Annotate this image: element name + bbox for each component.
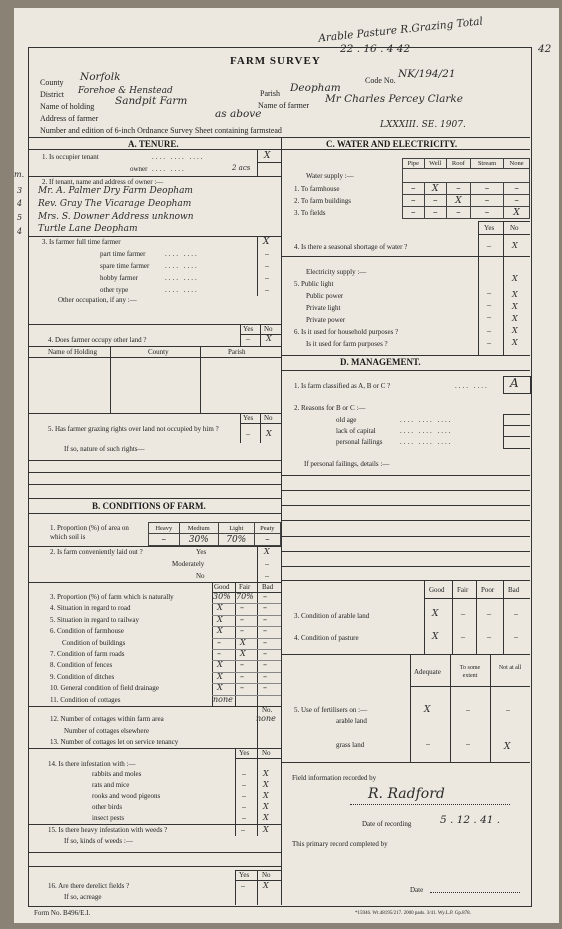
- condition-mark: X: [240, 649, 246, 658]
- c-yes-header: Yes: [484, 224, 495, 232]
- pest-label: rabbits and moles: [92, 770, 142, 778]
- condition-row-line: [212, 695, 281, 696]
- pest-label: rats and mice: [92, 781, 130, 789]
- a-q3-option: spare time farmer: [100, 262, 150, 270]
- pest-yes-mark: –: [242, 769, 246, 778]
- condition-label: 10. General condition of field drainage: [50, 684, 159, 693]
- fert-arable-mark: –: [506, 705, 510, 714]
- date-recording-value: 5 . 12 . 41 .: [440, 814, 501, 826]
- fert-arable-mark: –: [466, 705, 470, 714]
- a-q3-option: part time farmer: [100, 250, 146, 258]
- d-q3-label: 3. Condition of arable land: [294, 612, 370, 620]
- owner-line: Mr. A. Palmer Dry Farm Deopham: [38, 186, 193, 196]
- condition-mark: –: [240, 614, 244, 624]
- d-q5-label: 5. Use of fertilisers on :—: [294, 706, 368, 714]
- header-divider: [29, 137, 530, 138]
- b-q2-option: No: [196, 572, 205, 580]
- address-label: Address of farmer: [40, 114, 99, 123]
- condition-mark: –: [263, 592, 267, 601]
- b-q2-label: 2. Is farm conveniently laid out ?: [50, 548, 143, 556]
- derelict-no-header: No: [262, 871, 271, 879]
- water-mark: –: [403, 183, 425, 195]
- top-header-values: 22 . 16 . 4 42: [340, 43, 411, 55]
- water-header: Roof: [446, 159, 470, 169]
- pest-no-mark: X: [263, 780, 269, 789]
- soil-value: –: [254, 534, 280, 546]
- condition-mark: X: [217, 660, 223, 670]
- soil-header: Peaty: [254, 523, 280, 534]
- water-table: [402, 158, 530, 219]
- elec-row: 5. Public light: [294, 280, 334, 288]
- condition-mark: –: [240, 660, 244, 670]
- d-q4-mark: –: [487, 632, 491, 641]
- b-q13-label: 13. Number of cottages let on service tenancy: [50, 738, 179, 746]
- a-q3-mark: –: [265, 249, 269, 258]
- a-q3-label: 3. Is farmer full time farmer: [42, 238, 121, 246]
- condition-row-line: [212, 649, 281, 650]
- pest-label: other birds: [92, 803, 123, 811]
- water-header: Pipe: [403, 159, 425, 169]
- water-header: Well: [424, 159, 446, 169]
- water-row-label: 3. To fields: [294, 209, 326, 217]
- condition-label: 4. Situation in regard to road: [50, 604, 131, 613]
- c-q6-mark: X: [512, 326, 518, 335]
- condition-mark: X: [217, 626, 223, 636]
- condition-label: 3. Proportion (%) of farm which is naturally: [50, 593, 174, 601]
- elec-row: Public power: [306, 292, 344, 300]
- d-q4-mark: –: [514, 632, 518, 641]
- c-q4-mark: X: [512, 241, 518, 250]
- elec-row: Private light: [306, 304, 341, 312]
- water-row-label: 2. To farm buildings: [294, 197, 351, 205]
- condition-mark: X: [217, 603, 223, 613]
- county-label: County: [40, 78, 64, 87]
- a-q3-mark: X: [263, 237, 270, 247]
- condition-mark: 30%: [213, 592, 231, 601]
- fert-grass-mark: –: [426, 739, 430, 748]
- a-q5-label: 5. Has farmer grazing rights over land not occupied by him ?: [48, 425, 219, 433]
- fert-header: Adequate: [414, 668, 441, 676]
- d-q1-label: 1. Is farm classified as A, B or C ?: [294, 382, 391, 390]
- recorder-signature: R. Radford: [368, 786, 445, 802]
- d-q5-arable: arable land: [336, 717, 367, 725]
- elec-mark: X: [512, 302, 518, 311]
- other-land-header: County: [148, 348, 169, 356]
- b-q16b-label: If so, acreage: [64, 893, 102, 901]
- condition-label: 7. Condition of farm roads: [50, 650, 125, 658]
- condition-row-line: [212, 660, 281, 661]
- a-q5-yes: –: [246, 429, 250, 438]
- d-q5-grass: grass land: [336, 741, 365, 749]
- d-q3-mark: X: [432, 609, 439, 619]
- condition-label: 8. Condition of fences: [50, 661, 113, 670]
- condition-label: 5. Situation in regard to railway: [50, 615, 140, 624]
- elec-mark: X: [512, 290, 518, 299]
- condition-mark: –: [263, 649, 267, 658]
- b-q2-mark: X: [264, 547, 270, 556]
- soil-header: Heavy: [149, 523, 180, 534]
- condition-mark: –: [240, 671, 244, 681]
- a-q3-option: hobby farmer: [100, 274, 138, 282]
- condition-mark: 70%: [236, 592, 254, 601]
- address-value: as above: [215, 108, 262, 120]
- a-q5-yes-header: Yes: [243, 414, 254, 422]
- a-q1-tenant-mark: X: [264, 151, 271, 161]
- b-q2-mark: –: [265, 571, 269, 580]
- d-personal-label: If personal failings, details :—: [304, 460, 390, 468]
- condition-mark: X: [217, 614, 223, 624]
- sheet-label: Number and edition of 6-inch Ordnance Survey Sheet containing farmstead: [40, 126, 282, 135]
- condition-label: 9. Condition of ditches: [50, 672, 115, 681]
- condition-row-line: [212, 615, 281, 616]
- condition-mark: –: [263, 626, 267, 636]
- district-label: District: [40, 90, 64, 99]
- pest-yes-mark: –: [242, 813, 246, 822]
- water-mark: X: [504, 207, 530, 219]
- a-q3-mark: –: [265, 285, 269, 294]
- condition-label: Condition of buildings: [62, 638, 126, 647]
- elec-row: Private power: [306, 316, 346, 324]
- soil-value: 30%: [179, 534, 218, 546]
- a-q3-mark: –: [265, 261, 269, 270]
- a-q5-no-header: No: [264, 414, 273, 422]
- top-header-columns: Arable Pasture R.Grazing Total: [317, 15, 484, 45]
- other-land-header: Name of Holding: [48, 348, 97, 356]
- water-mark: –: [504, 195, 530, 207]
- water-mark: –: [470, 195, 503, 207]
- section-a-title: A. TENURE.: [128, 139, 179, 149]
- parish-label: Parish: [260, 89, 280, 98]
- pest-no-mark: X: [263, 813, 269, 822]
- d-q1-value: A: [510, 376, 519, 390]
- margin-note: 4: [17, 227, 23, 236]
- a-q2-label: 2. If tenant, name and address of owner :—: [42, 178, 164, 186]
- a-q4-yes-header: Yes: [243, 325, 254, 333]
- infest-yes-header: Yes: [239, 749, 250, 757]
- condition-mark: –: [217, 637, 221, 647]
- grade-header: Poor: [481, 586, 495, 594]
- soil-value: 70%: [218, 534, 254, 546]
- grade-header: Fair: [457, 586, 469, 594]
- condition-mark: X: [240, 637, 246, 647]
- a-q3-mark: –: [265, 273, 269, 282]
- water-mark: –: [470, 183, 503, 195]
- district-value: Forehoe & Henstead: [78, 86, 173, 96]
- c-q6b-label: Is it used for farm purposes ?: [306, 340, 388, 348]
- condition-mark: –: [217, 649, 221, 658]
- d-q3-mark: –: [514, 609, 518, 618]
- condition-mark: –: [240, 603, 244, 613]
- sheet-value: LXXXIII. SE. 1907.: [380, 120, 466, 130]
- top-header-side-number: 42: [538, 43, 552, 55]
- water-mark: –: [424, 207, 446, 219]
- d-q3-mark: –: [461, 609, 465, 618]
- d-reason: personal failings: [336, 438, 383, 446]
- electricity-label: Electricity supply :—: [306, 268, 367, 276]
- elec-mark: X: [512, 314, 518, 323]
- b-q16-mark: X: [263, 881, 269, 890]
- code-label: Code No.: [365, 76, 396, 85]
- pest-no-mark: X: [263, 802, 269, 811]
- pest-label: rooks and wood pigeons: [92, 792, 161, 800]
- condition-mark: –: [263, 603, 267, 613]
- condition-mark: –: [263, 637, 267, 647]
- margin-note: m.: [14, 170, 25, 179]
- parish-value: Deopham: [290, 82, 341, 94]
- c-q4-label: 4. Is there a seasonal shortage of water ?: [294, 243, 408, 251]
- fert-header: Not at all: [498, 665, 522, 671]
- pest-yes-mark: –: [242, 791, 246, 800]
- pest-no-mark: X: [263, 791, 269, 800]
- form-title: FARM SURVEY: [230, 55, 321, 67]
- grade-header: Bad: [508, 586, 520, 594]
- margin-note: 4: [17, 199, 23, 208]
- condition-mark: none: [213, 694, 233, 704]
- d-q2-label: 2. Reasons for B or C :—: [294, 404, 366, 412]
- farmer-value: Mr Charles Percey Clarke: [325, 93, 463, 105]
- field-info-label: Field information recorded by: [292, 774, 377, 782]
- fert-grass-mark: X: [504, 742, 511, 752]
- water-mark: X: [424, 183, 446, 195]
- a-q4-no-header: No: [264, 325, 273, 333]
- grade-header: Good: [429, 586, 445, 594]
- water-mark: –: [403, 195, 425, 207]
- b-q2-mark: –: [265, 559, 269, 568]
- water-header: Stream: [470, 159, 503, 169]
- form-number: Form No. B496/E.I.: [34, 909, 91, 917]
- d-reason: old age: [336, 416, 357, 424]
- pest-yes-mark: –: [242, 802, 246, 811]
- condition-row-line: [212, 638, 281, 639]
- condition-mark: X: [217, 683, 223, 693]
- condition-mark: –: [240, 683, 244, 693]
- b-q14-label: 14. Is there infestation with :—: [48, 760, 136, 768]
- section-title-divider: [29, 149, 530, 150]
- print-info: *15946. Wt.48195/217. 2000 pads. 3/41. Wy.L.P. Gp.878.: [355, 911, 471, 916]
- condition-mark: –: [263, 671, 267, 681]
- date-recording-label: Date of recording: [362, 820, 412, 828]
- a-q3-other: Other occupation, if any :—: [58, 296, 137, 304]
- condition-mark: –: [240, 626, 244, 636]
- b-q15b-label: If so, kinds of weeds :—: [64, 837, 133, 845]
- fert-grass-mark: –: [466, 739, 470, 748]
- holding-label: Name of holding: [40, 102, 95, 111]
- b-q1-label: 1. Proportion (%) of area on which soil is: [50, 524, 129, 541]
- b-q12-value: none: [256, 714, 276, 723]
- b-q15-mark: X: [263, 825, 269, 834]
- condition-mark: –: [263, 614, 267, 624]
- a-q4-label: 4. Does farmer occupy other land ?: [48, 336, 147, 344]
- soil-value: –: [149, 534, 180, 546]
- condition-row-line: [212, 626, 281, 627]
- date2-label: Date: [410, 886, 424, 894]
- section-b-title: B. CONDITIONS OF FARM.: [92, 501, 206, 511]
- elec-mark: X: [512, 274, 518, 283]
- pest-label: insect pests: [92, 814, 125, 822]
- d-q4-label: 4. Condition of pasture: [294, 634, 359, 642]
- margin-note: 5: [17, 213, 23, 222]
- soil-header: Medium: [179, 523, 218, 534]
- water-mark: –: [446, 183, 470, 195]
- a-q1-owner-mark: 2 acs: [232, 164, 251, 172]
- condition-row-line: [212, 672, 281, 673]
- b-q16-label: 16. Are there derelict fields ?: [48, 882, 130, 890]
- d-reason: lack of capital: [336, 427, 376, 435]
- owner-line: Mrs. S. Downer Address unknown: [38, 212, 194, 222]
- a-q4-yes: –: [246, 334, 250, 343]
- water-mark: –: [424, 195, 446, 207]
- b-q15-label: 15. Is there heavy infestation with weeds ?: [48, 826, 168, 834]
- b-q12-label: 12. Number of cottages within farm area: [50, 715, 164, 723]
- pest-no-mark: X: [263, 769, 269, 778]
- derelict-yes-header: Yes: [239, 871, 250, 879]
- water-mark: –: [403, 207, 425, 219]
- holding-value: Sandpit Farm: [115, 95, 188, 107]
- b-q2-option: Moderately: [172, 560, 205, 568]
- other-land-header: Parish: [228, 348, 246, 356]
- c-no-header: No: [510, 224, 519, 232]
- d-q4-mark: X: [432, 632, 439, 642]
- water-mark: –: [504, 183, 530, 195]
- c-q6-label: 6. Is it used for household purposes ?: [294, 328, 399, 336]
- a-q5-no: X: [266, 429, 272, 438]
- fert-arable-mark: X: [424, 705, 431, 715]
- cottages-no-header: No.: [262, 706, 273, 714]
- county-value: Norfolk: [80, 71, 121, 83]
- soil-header: Light: [218, 523, 254, 534]
- margin-note: 3: [17, 186, 23, 195]
- condition-mark: X: [217, 671, 223, 681]
- water-mark: –: [446, 207, 470, 219]
- soil-table: [148, 522, 281, 546]
- cond-header: Bad: [262, 583, 274, 591]
- owner-line: Turtle Lane Deopham: [38, 224, 138, 234]
- water-mark: –: [470, 207, 503, 219]
- a-q3-option: other type: [100, 286, 129, 294]
- farmer-label: Name of farmer: [258, 101, 310, 110]
- a-q5-nature: If so, nature of such rights—: [64, 445, 145, 453]
- column-divider: [281, 137, 282, 905]
- water-header: None: [504, 159, 530, 169]
- a-q4-no: X: [266, 334, 272, 343]
- condition-mark: –: [263, 683, 267, 693]
- cond-header: Good: [214, 583, 230, 591]
- a-q1-label: 1. Is occupier tenant: [42, 153, 99, 161]
- water-row-label: 1. To farmhouse: [294, 185, 340, 193]
- fert-header: To some extent: [459, 665, 481, 679]
- c-q6-mark: X: [512, 338, 518, 347]
- condition-label: 6. Condition of farmhouse: [50, 627, 124, 636]
- section-c-title: C. WATER AND ELECTRICITY.: [326, 139, 458, 149]
- water-mark: X: [446, 195, 470, 207]
- condition-label: 11. Condition of cottages: [50, 695, 121, 704]
- d-q4-mark: –: [461, 632, 465, 641]
- cond-header: Fair: [239, 583, 251, 591]
- condition-row-line: [212, 603, 281, 604]
- completed-by-label: This primary record completed by: [292, 840, 388, 848]
- water-supply-label: Water supply :—: [306, 172, 354, 180]
- b-q12b-label: Number of cottages elsewhere: [64, 727, 149, 735]
- condition-mark: –: [263, 660, 267, 670]
- infest-no-header: No: [262, 749, 271, 757]
- d-q3-mark: –: [487, 609, 491, 618]
- b-q2-option: Yes: [196, 548, 207, 556]
- pest-yes-mark: –: [242, 780, 246, 789]
- code-value: NK/194/21: [398, 68, 456, 80]
- section-d-title: D. MANAGEMENT.: [340, 357, 421, 367]
- a-q1-owner-label: owner: [130, 165, 148, 173]
- owner-line: Rev. Gray The Vicarage Deopham: [38, 199, 192, 209]
- condition-row-line: [212, 683, 281, 684]
